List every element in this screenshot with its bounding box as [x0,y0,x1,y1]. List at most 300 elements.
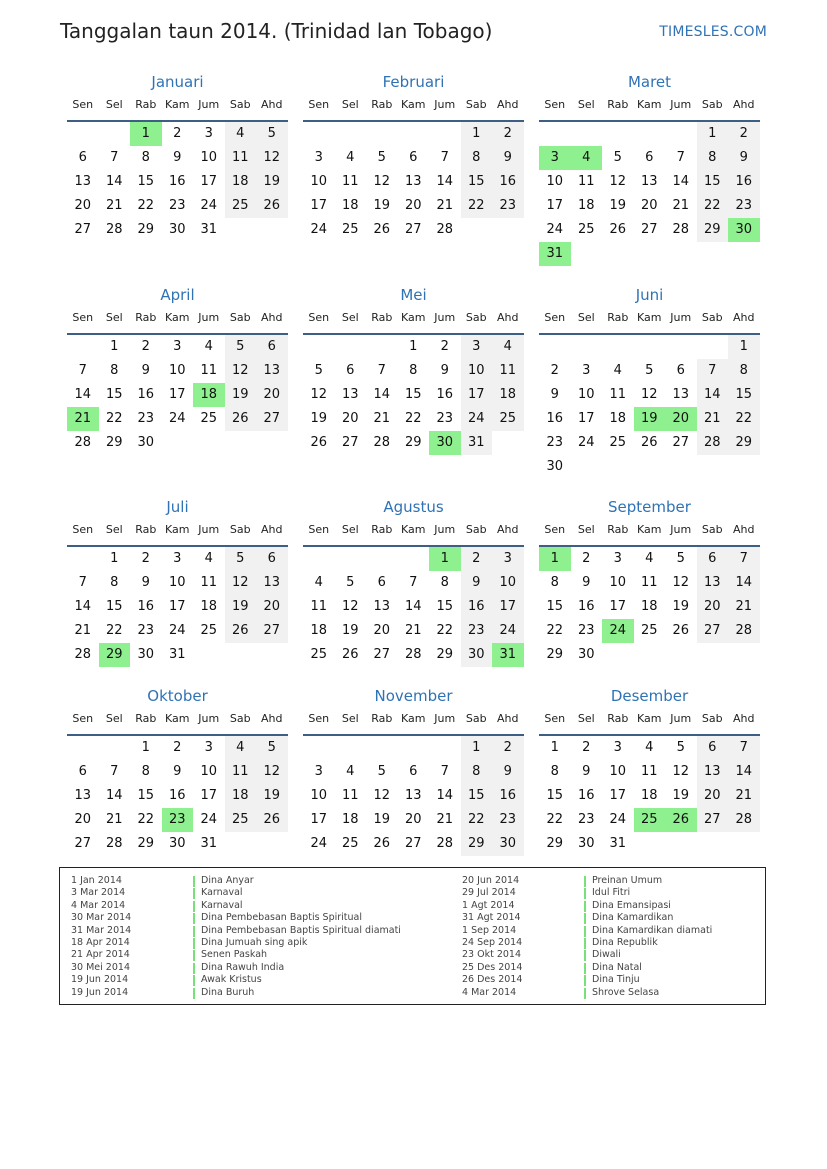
day-cell[interactable]: 11 [200,575,218,590]
day-cell[interactable]: 26 [256,808,288,832]
day-cell[interactable]: 4 [225,736,257,760]
day-cell[interactable]: 14 [373,387,391,402]
day-cell[interactable]: 7 [440,764,449,779]
day-cell[interactable]: 4 [314,575,323,590]
day-cell[interactable]: 24 [200,812,218,827]
day-cell[interactable]: 7 [78,575,87,590]
day-cell[interactable]: 21 [105,812,123,827]
day-cell[interactable]: 25 [341,836,359,851]
day-cell[interactable]: 4 [204,551,213,566]
day-cell[interactable]: 9 [141,575,150,590]
day-cell[interactable]: 25 [609,435,627,450]
day-cell[interactable]: 2 [550,363,559,378]
day-cell[interactable]: 30 [137,435,155,450]
day-cell[interactable]: 14 [436,174,454,189]
day-cell[interactable]: 10 [310,174,328,189]
day-cell[interactable]: 20 [640,198,658,213]
day-cell[interactable]: 3 [314,150,323,165]
day-cell[interactable]: 16 [492,170,524,194]
day-cell[interactable]: 28 [436,222,454,237]
day-cell[interactable]: 27 [256,407,288,431]
day-cell[interactable]: 4 [645,740,654,755]
day-cell[interactable]: 26 [225,619,257,643]
day-cell[interactable]: 9 [550,387,559,402]
day-cell[interactable]: 23 [461,619,493,643]
day-cell[interactable]: 23 [137,623,155,638]
day-cell[interactable]: 26 [672,623,690,638]
day-cell[interactable]: 14 [436,788,454,803]
day-cell[interactable]: 4 [225,122,257,146]
day-cell[interactable]: 25 [225,808,257,832]
day-cell[interactable]: 18 [640,788,658,803]
day-cell[interactable]: 21 [436,812,454,827]
day-cell[interactable]: 3 [613,740,622,755]
day-cell[interactable]: 6 [377,575,386,590]
day-cell[interactable]: 11 [577,174,595,189]
day-cell[interactable]: 8 [110,575,119,590]
day-cell[interactable]: 6 [697,547,729,571]
day-cell[interactable]: 10 [577,387,595,402]
day-cell[interactable]: 27 [404,222,422,237]
day-cell[interactable]: 2 [492,122,524,146]
day-cell[interactable]: 2 [461,547,493,571]
day-cell[interactable]: 5 [676,740,685,755]
day-cell[interactable]: 21 [728,784,760,808]
day-cell[interactable]: 11 [640,575,658,590]
day-cell[interactable]: 6 [78,150,87,165]
day-cell[interactable]: 14 [74,599,92,614]
day-cell[interactable]: 17 [492,595,524,619]
day-cell[interactable]: 17 [310,198,328,213]
day-cell[interactable]: 2 [141,339,150,354]
day-cell[interactable]: 4 [204,339,213,354]
day-cell[interactable]: 10 [168,363,186,378]
day-cell[interactable]: 23 [546,435,564,450]
day-cell[interactable]: 3 [204,740,213,755]
day-cell[interactable]: 19 [225,595,257,619]
day-cell[interactable]: 28 [697,431,729,455]
day-cell[interactable]: 15 [461,784,493,808]
day-cell[interactable]: 27 [697,808,729,832]
day-cell[interactable]: 19 [672,788,690,803]
day-cell[interactable]: 6 [78,764,87,779]
day-cell[interactable]: 3 [539,146,571,170]
day-cell[interactable]: 9 [173,150,182,165]
day-cell[interactable]: 20 [341,411,359,426]
day-cell[interactable]: 17 [200,174,218,189]
day-cell[interactable]: 16 [546,411,564,426]
day-cell[interactable]: 22 [546,812,564,827]
day-cell[interactable]: 19 [609,198,627,213]
day-cell[interactable]: 21 [105,198,123,213]
day-cell[interactable]: 3 [492,547,524,571]
day-cell[interactable]: 3 [461,335,493,359]
day-cell[interactable]: 14 [105,788,123,803]
day-cell[interactable]: 29 [546,647,564,662]
day-cell[interactable]: 25 [634,808,666,832]
day-cell[interactable]: 9 [728,146,760,170]
day-cell[interactable]: 22 [137,198,155,213]
day-cell[interactable]: 24 [200,198,218,213]
day-cell[interactable]: 16 [137,387,155,402]
day-cell[interactable]: 8 [550,575,559,590]
day-cell[interactable]: 25 [310,647,328,662]
day-cell[interactable]: 26 [310,435,328,450]
day-cell[interactable]: 25 [577,222,595,237]
day-cell[interactable]: 21 [373,411,391,426]
day-cell[interactable]: 18 [640,599,658,614]
day-cell[interactable]: 22 [546,623,564,638]
day-cell[interactable]: 15 [697,170,729,194]
day-cell[interactable]: 1 [141,740,150,755]
day-cell[interactable]: 1 [697,122,729,146]
day-cell[interactable]: 28 [728,619,760,643]
day-cell[interactable]: 7 [110,764,119,779]
day-cell[interactable]: 20 [373,623,391,638]
day-cell[interactable]: 13 [404,174,422,189]
day-cell[interactable]: 2 [141,551,150,566]
day-cell[interactable]: 27 [640,222,658,237]
day-cell[interactable]: 7 [697,359,729,383]
day-cell[interactable]: 21 [404,623,422,638]
day-cell[interactable]: 24 [492,619,524,643]
day-cell[interactable]: 13 [697,571,729,595]
day-cell[interactable]: 13 [672,387,690,402]
day-cell[interactable]: 17 [310,812,328,827]
day-cell[interactable]: 1 [461,122,493,146]
day-cell[interactable]: 10 [609,575,627,590]
day-cell[interactable]: 13 [74,174,92,189]
day-cell[interactable]: 15 [546,599,564,614]
day-cell[interactable]: 6 [645,150,654,165]
day-cell[interactable]: 5 [613,150,622,165]
day-cell[interactable]: 23 [492,194,524,218]
day-cell[interactable]: 14 [697,383,729,407]
day-cell[interactable]: 20 [256,595,288,619]
day-cell[interactable]: 8 [461,760,493,784]
day-cell[interactable]: 17 [609,599,627,614]
day-cell[interactable]: 30 [429,431,461,455]
day-cell[interactable]: 14 [74,387,92,402]
day-cell[interactable]: 9 [492,760,524,784]
day-cell[interactable]: 26 [256,194,288,218]
day-cell[interactable]: 30 [137,647,155,662]
day-cell[interactable]: 23 [436,411,454,426]
day-cell[interactable]: 24 [168,623,186,638]
day-cell[interactable]: 18 [577,198,595,213]
day-cell[interactable]: 12 [310,387,328,402]
day-cell[interactable]: 10 [546,174,564,189]
day-cell[interactable]: 12 [256,146,288,170]
day-cell[interactable]: 20 [665,407,697,431]
day-cell[interactable]: 7 [676,150,685,165]
day-cell[interactable]: 28 [74,435,92,450]
day-cell[interactable]: 3 [204,126,213,141]
day-cell[interactable]: 16 [461,595,493,619]
day-cell[interactable]: 14 [404,599,422,614]
day-cell[interactable]: 18 [609,411,627,426]
day-cell[interactable]: 17 [168,387,186,402]
day-cell[interactable]: 27 [74,836,92,851]
day-cell[interactable]: 4 [346,764,355,779]
day-cell[interactable]: 1 [550,740,559,755]
day-cell[interactable]: 30 [546,459,564,474]
day-cell[interactable]: 13 [697,760,729,784]
day-cell[interactable]: 3 [613,551,622,566]
day-cell[interactable]: 10 [609,764,627,779]
day-cell[interactable]: 6 [409,764,418,779]
day-cell[interactable]: 14 [105,174,123,189]
day-cell[interactable]: 25 [225,194,257,218]
day-cell[interactable]: 13 [256,571,288,595]
day-cell[interactable]: 24 [168,411,186,426]
day-cell[interactable]: 15 [461,170,493,194]
day-cell[interactable]: 8 [141,764,150,779]
day-cell[interactable]: 10 [200,150,218,165]
day-cell[interactable]: 2 [173,126,182,141]
day-cell[interactable]: 1 [461,736,493,760]
day-cell[interactable]: 29 [99,643,131,667]
day-cell[interactable]: 16 [137,599,155,614]
day-cell[interactable]: 20 [74,812,92,827]
day-cell[interactable]: 7 [78,363,87,378]
day-cell[interactable]: 20 [404,198,422,213]
day-cell[interactable]: 30 [577,836,595,851]
day-cell[interactable]: 11 [341,788,359,803]
day-cell[interactable]: 31 [461,431,493,455]
day-cell[interactable]: 15 [105,599,123,614]
day-cell[interactable]: 16 [492,784,524,808]
day-cell[interactable]: 26 [373,836,391,851]
day-cell[interactable]: 7 [409,575,418,590]
day-cell[interactable]: 9 [582,575,591,590]
day-cell[interactable]: 5 [314,363,323,378]
day-cell[interactable]: 28 [436,836,454,851]
day-cell[interactable]: 1 [130,122,162,146]
day-cell[interactable]: 17 [168,599,186,614]
day-cell[interactable]: 17 [200,788,218,803]
day-cell[interactable]: 28 [672,222,690,237]
day-cell[interactable]: 27 [74,222,92,237]
day-cell[interactable]: 5 [256,736,288,760]
day-cell[interactable]: 12 [256,760,288,784]
day-cell[interactable]: 2 [492,736,524,760]
day-cell[interactable]: 19 [256,784,288,808]
day-cell[interactable]: 16 [168,174,186,189]
day-cell[interactable]: 13 [404,788,422,803]
day-cell[interactable]: 21 [67,407,99,431]
day-cell[interactable]: 1 [110,339,119,354]
day-cell[interactable]: 22 [105,623,123,638]
day-cell[interactable]: 8 [440,575,449,590]
day-cell[interactable]: 30 [492,832,524,856]
day-cell[interactable]: 13 [341,387,359,402]
day-cell[interactable]: 2 [582,551,591,566]
day-cell[interactable]: 3 [173,551,182,566]
day-cell[interactable]: 25 [200,411,218,426]
day-cell[interactable]: 18 [225,170,257,194]
day-cell[interactable]: 29 [461,832,493,856]
day-cell[interactable]: 2 [582,740,591,755]
day-cell[interactable]: 19 [310,411,328,426]
day-cell[interactable]: 1 [539,547,571,571]
day-cell[interactable]: 14 [728,571,760,595]
day-cell[interactable]: 29 [137,836,155,851]
day-cell[interactable]: 20 [404,812,422,827]
day-cell[interactable]: 21 [672,198,690,213]
day-cell[interactable]: 1 [409,339,418,354]
day-cell[interactable]: 28 [105,222,123,237]
day-cell[interactable]: 31 [168,647,186,662]
day-cell[interactable]: 5 [225,335,257,359]
day-cell[interactable]: 17 [461,383,493,407]
day-cell[interactable]: 5 [225,547,257,571]
day-cell[interactable]: 14 [672,174,690,189]
day-cell[interactable]: 23 [577,812,595,827]
day-cell[interactable]: 30 [461,643,493,667]
day-cell[interactable]: 18 [492,383,524,407]
day-cell[interactable]: 25 [341,222,359,237]
day-cell[interactable]: 31 [200,222,218,237]
day-cell[interactable]: 5 [256,122,288,146]
day-cell[interactable]: 6 [256,335,288,359]
day-cell[interactable]: 11 [225,146,257,170]
day-cell[interactable]: 1 [728,335,760,359]
day-cell[interactable]: 23 [492,808,524,832]
day-cell[interactable]: 11 [609,387,627,402]
day-cell[interactable]: 29 [436,647,454,662]
day-cell[interactable]: 12 [609,174,627,189]
day-cell[interactable]: 22 [461,194,493,218]
day-cell[interactable]: 31 [609,836,627,851]
day-cell[interactable]: 28 [74,647,92,662]
day-cell[interactable]: 19 [341,623,359,638]
day-cell[interactable]: 27 [341,435,359,450]
day-cell[interactable]: 29 [404,435,422,450]
day-cell[interactable]: 26 [640,435,658,450]
day-cell[interactable]: 8 [697,146,729,170]
day-cell[interactable]: 26 [609,222,627,237]
day-cell[interactable]: 16 [728,170,760,194]
day-cell[interactable]: 22 [404,411,422,426]
day-cell[interactable]: 10 [168,575,186,590]
day-cell[interactable]: 16 [577,788,595,803]
day-cell[interactable]: 16 [577,599,595,614]
day-cell[interactable]: 16 [436,387,454,402]
day-cell[interactable]: 30 [168,222,186,237]
day-cell[interactable]: 28 [105,836,123,851]
day-cell[interactable]: 6 [409,150,418,165]
day-cell[interactable]: 28 [728,808,760,832]
day-cell[interactable]: 17 [577,411,595,426]
day-cell[interactable]: 27 [404,836,422,851]
day-cell[interactable]: 12 [225,359,257,383]
day-cell[interactable]: 18 [193,383,225,407]
day-cell[interactable]: 22 [436,623,454,638]
day-cell[interactable]: 3 [173,339,182,354]
day-cell[interactable]: 9 [141,363,150,378]
day-cell[interactable]: 24 [310,222,328,237]
day-cell[interactable]: 15 [546,788,564,803]
day-cell[interactable]: 19 [634,407,666,431]
day-cell[interactable]: 19 [373,812,391,827]
day-cell[interactable]: 23 [728,194,760,218]
day-cell[interactable]: 21 [436,198,454,213]
day-cell[interactable]: 25 [200,623,218,638]
day-cell[interactable]: 22 [461,808,493,832]
day-cell[interactable]: 6 [697,736,729,760]
day-cell[interactable]: 29 [137,222,155,237]
day-cell[interactable]: 22 [105,411,123,426]
day-cell[interactable]: 29 [546,836,564,851]
day-cell[interactable]: 22 [137,812,155,827]
day-cell[interactable]: 11 [341,174,359,189]
day-cell[interactable]: 27 [672,435,690,450]
day-cell[interactable]: 8 [728,359,760,383]
day-cell[interactable]: 7 [728,736,760,760]
day-cell[interactable]: 15 [137,788,155,803]
day-cell[interactable]: 11 [200,363,218,378]
day-cell[interactable]: 9 [173,764,182,779]
day-cell[interactable]: 19 [225,383,257,407]
day-cell[interactable]: 30 [728,218,760,242]
day-cell[interactable]: 9 [492,146,524,170]
day-cell[interactable]: 18 [341,812,359,827]
day-cell[interactable]: 9 [440,363,449,378]
day-cell[interactable]: 5 [676,551,685,566]
day-cell[interactable]: 7 [440,150,449,165]
day-cell[interactable]: 4 [613,363,622,378]
day-cell[interactable]: 13 [256,359,288,383]
day-cell[interactable]: 12 [640,387,658,402]
day-cell[interactable]: 19 [256,170,288,194]
day-cell[interactable]: 2 [728,122,760,146]
day-cell[interactable]: 31 [539,242,571,266]
day-cell[interactable]: 10 [310,788,328,803]
day-cell[interactable]: 10 [461,359,493,383]
day-cell[interactable]: 11 [310,599,328,614]
day-cell[interactable]: 27 [256,619,288,643]
day-cell[interactable]: 8 [461,146,493,170]
day-cell[interactable]: 18 [341,198,359,213]
day-cell[interactable]: 27 [373,647,391,662]
day-cell[interactable]: 11 [640,764,658,779]
day-cell[interactable]: 13 [640,174,658,189]
day-cell[interactable]: 22 [728,407,760,431]
day-cell[interactable]: 9 [461,571,493,595]
day-cell[interactable]: 6 [346,363,355,378]
day-cell[interactable]: 28 [373,435,391,450]
day-cell[interactable]: 29 [697,218,729,242]
day-cell[interactable]: 8 [409,363,418,378]
day-cell[interactable]: 24 [609,812,627,827]
day-cell[interactable]: 5 [377,150,386,165]
day-cell[interactable]: 24 [546,222,564,237]
day-cell[interactable]: 24 [577,435,595,450]
day-cell[interactable]: 15 [436,599,454,614]
day-cell[interactable]: 6 [256,547,288,571]
day-cell[interactable]: 4 [571,146,603,170]
day-cell[interactable]: 11 [225,760,257,784]
day-cell[interactable]: 25 [640,623,658,638]
day-cell[interactable]: 13 [373,599,391,614]
day-cell[interactable]: 12 [373,788,391,803]
day-cell[interactable]: 8 [550,764,559,779]
day-cell[interactable]: 19 [373,198,391,213]
day-cell[interactable]: 17 [546,198,564,213]
day-cell[interactable]: 4 [346,150,355,165]
day-cell[interactable]: 7 [377,363,386,378]
